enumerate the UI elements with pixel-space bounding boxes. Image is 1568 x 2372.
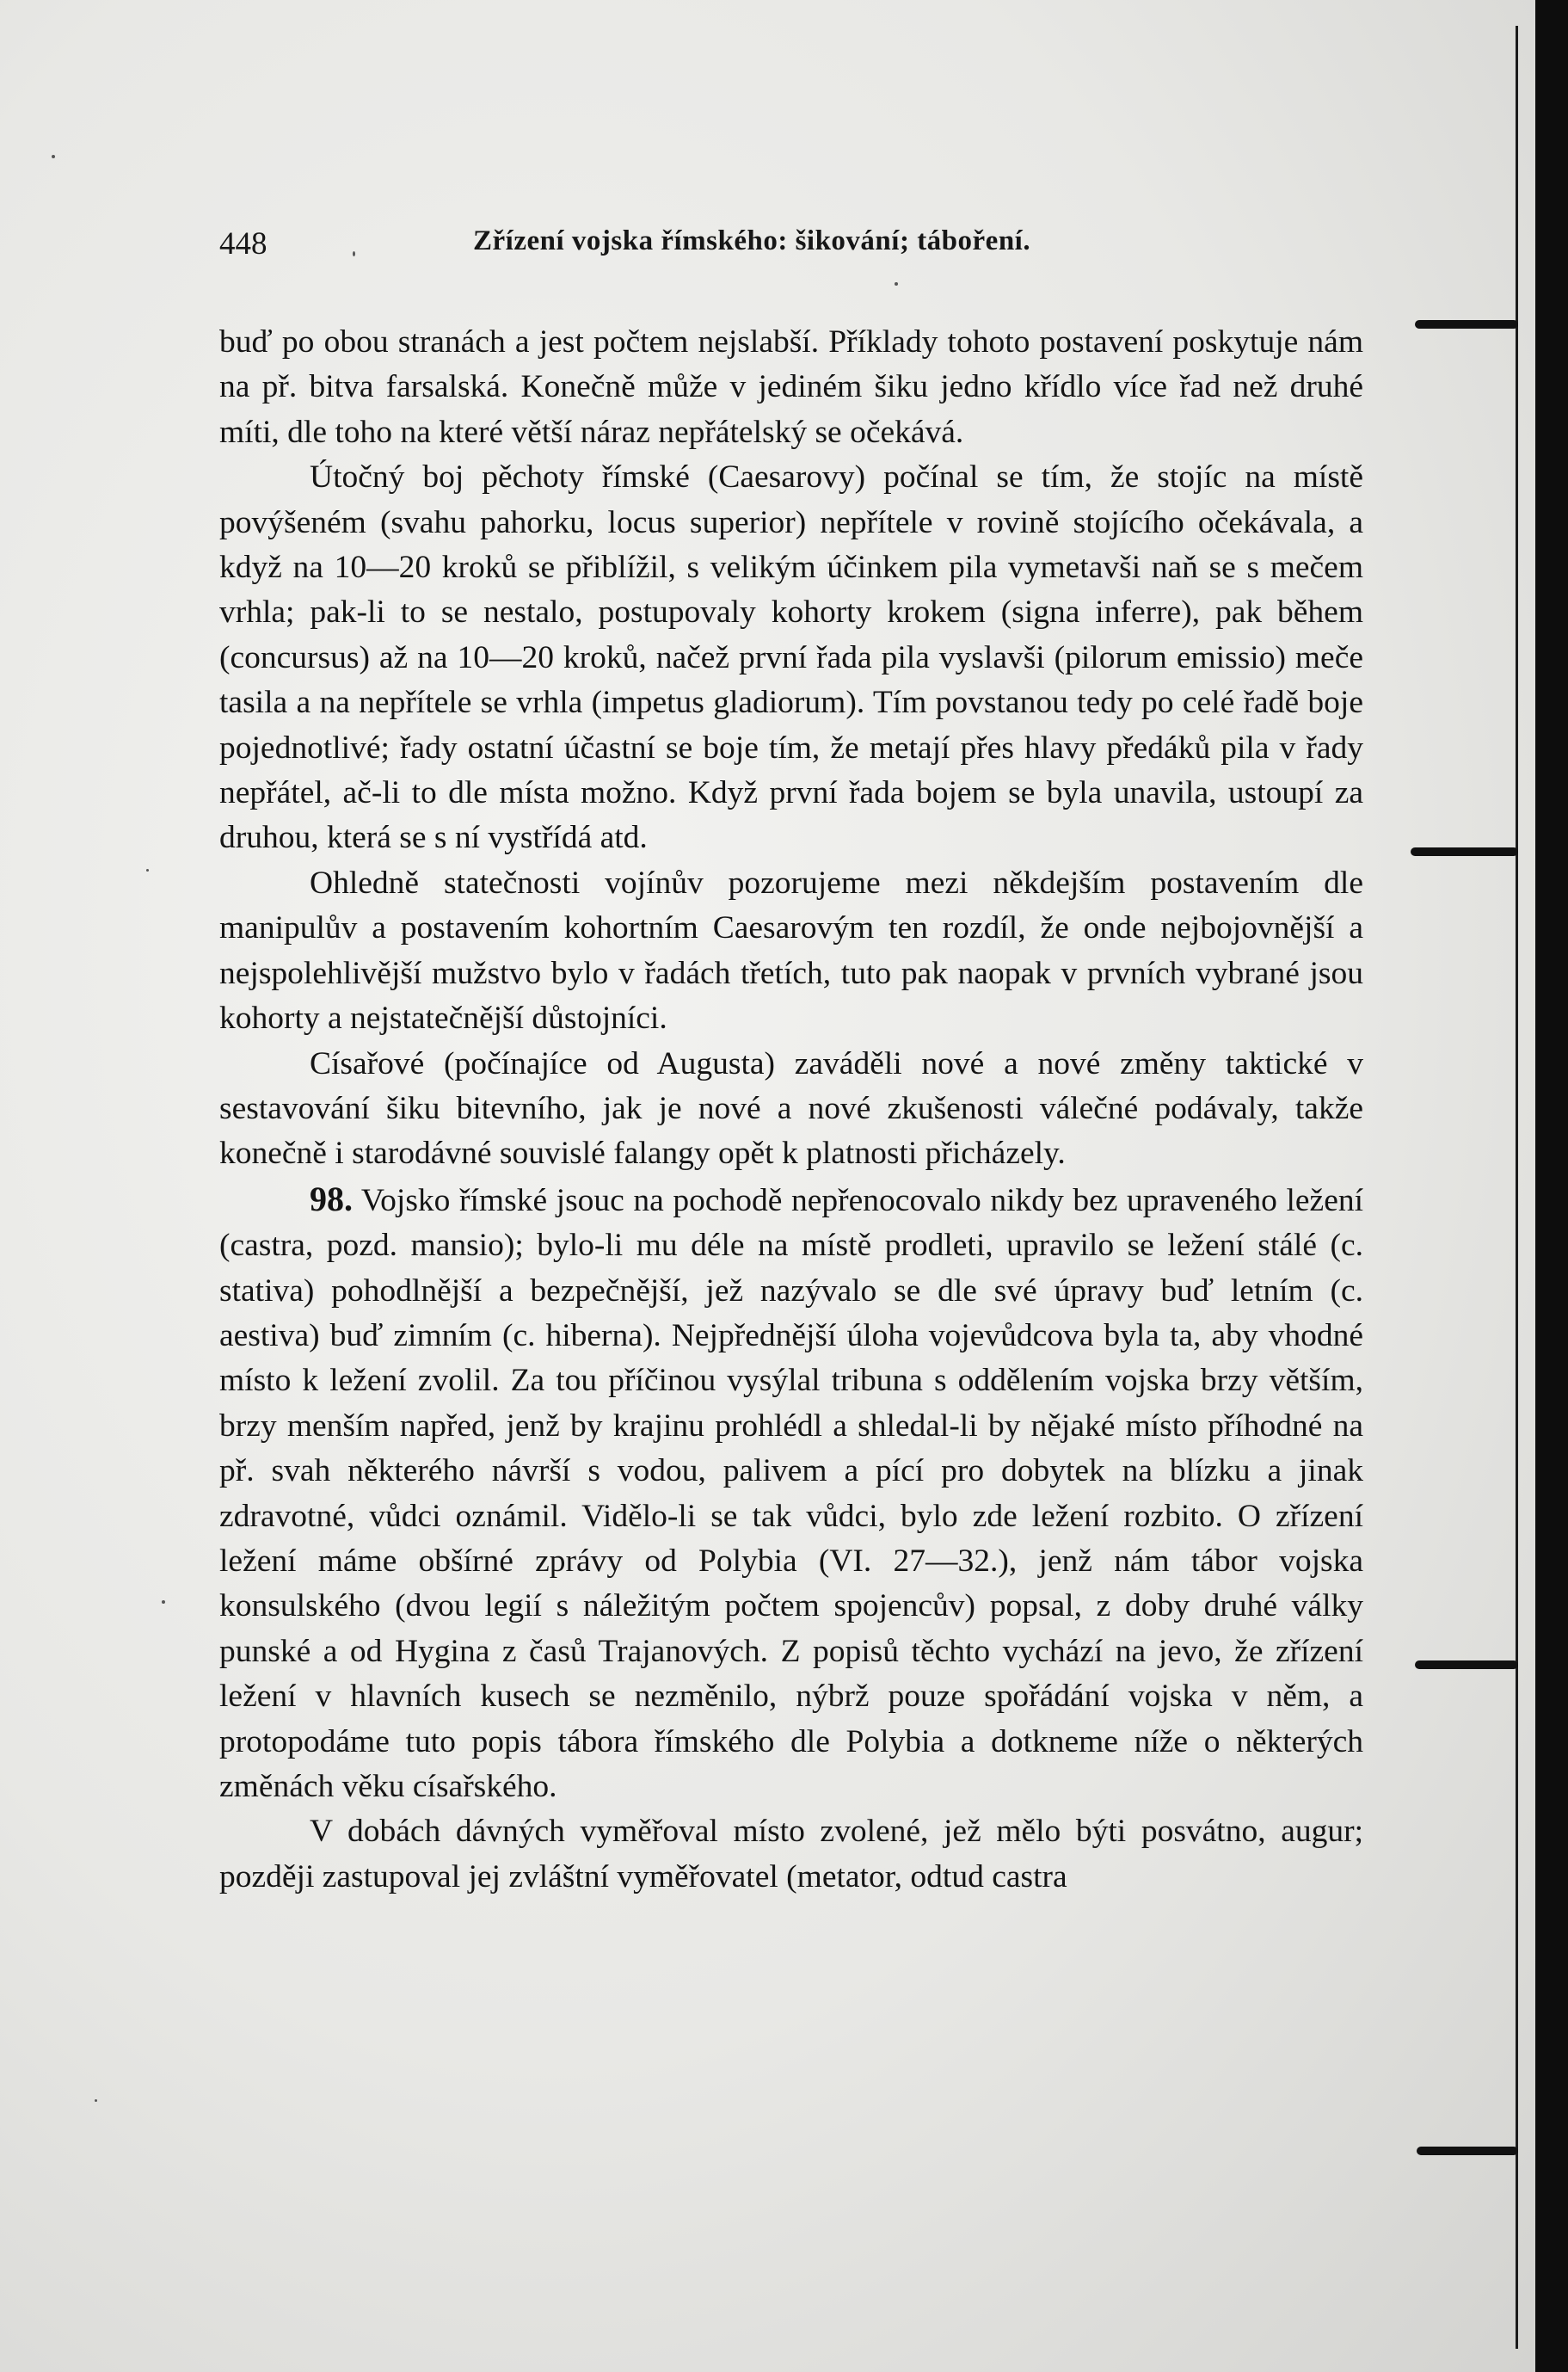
paragraph (219, 455, 1363, 861)
paragraph-text: Císařové (počínajíce od Augusta) zaváděli nové a nové změny taktické v sestavování šiku bitevního, jak je nové a nové zkušenosti válečné podávaly, takže konečně i starodávné souvislé falangy opět k platnosti přicházely. (219, 1045, 1363, 1172)
paragraph-text: buď po obou stranách a jest počtem nejslabší. Příklady tohoto postavení poskytuje nám na př. bitva farsalská. Konečně může v jediném šiku jedno křídlo více řad než druhé míti, dle toho na které větší náraz nepřátelský se očekává. (219, 324, 1363, 450)
binding-thread (1415, 320, 1518, 329)
binding-thread (1415, 1660, 1518, 1669)
paragraph (219, 1809, 1363, 1900)
paragraph (219, 1177, 1363, 1810)
running-title: Zřízení vojska římského: šikování; táboření. (473, 225, 1031, 256)
binding-edge-line (1516, 26, 1518, 2349)
paragraph (219, 1042, 1363, 1177)
paper-speck (895, 282, 898, 286)
paragraph-text: V dobách dávných vyměřoval místo zvolené, jež mělo býti posvátno, augur; později zastupoval jej zvláštní vyměřovatel (metator, odtud castra (219, 1814, 1363, 1895)
binding-thread (1411, 847, 1518, 856)
paragraph-text: Útočný boj pěchoty římské (Caesarovy) počínal se tím, že stojíc na místě povýšeném (svahu pahorku, locus superior) nepřítele v rovině stojícího očekávala, a když na 10—20 kroků se přiblížil, s velikým účinkem pila vymetavši naň se s mečem vrhla; pak-li to se nestalo, postupovaly kohorty krokem (signa inferre), pak během (concursus) až na 10—20 kroků, načež první řada pila vyslavši (pilorum emissio) meče tasila a na nepřítele se vrhla (impetus gladiorum). Tím povstanou tedy po celé řadě boje pojednotlivé; řady ostatní účastní se boje tím, že metají přes hlavy předáků pila v řady nepřátel, ač-li to dle místa možno. Když první řada bojem se byla unavila, ustoupí za druhou, která se s ní vystřídá atd. (219, 459, 1363, 856)
section-number: 98. (310, 1179, 353, 1218)
paragraph-text: Vojsko římské jsouc na pochodě nepřenocovalo nikdy bez upraveného ležení (castra, pozd. mansio); bylo-li mu déle na místě prodleti, upravilo se ležení stálé (c. stativa) pohodlnější a bezpečnější, jež nazývalo se dle své úpravy buď letním (c. aestiva) buď zimním (c. hiberna). Nejpřednější úloha vojevůdcova byla ta, aby vhodné místo k ležení zvolil. Za tou příčinou vysýlal tribuna s oddělením vojska brzy větším, brzy menším napřed, jenž by krajinu prohlédl a shledal-li by nějaké místo příhodné na př. svah některého návrší s vodou, palivem a pící pro dobytek na blízku a jinak zdravotné, vůdci oznámil. Vidělo-li se tak vůdci, bylo zde ležení rozbito. O zřízení ležení máme obšírné zprávy od Polybia (VI. 27—32.), jenž nám tábor vojska konsulského (dvou legií s náležitým počtem spojencův) popsal, z doby druhé války punské a od Hygina z časů Trajanových. Z popisů těchto vychází na jevo, že zřízení ležení v hlavních kusech se nezměnilo, nýbrž pouze spořádání vojska v něm, a protopodáme tuto popis tábora římského dle Polybia a dotkneme níže o některých změnách věku císařského. (219, 1182, 1363, 1804)
binding-spine (1535, 0, 1568, 2372)
paper-speck (95, 2099, 97, 2102)
page-number: 448 (219, 226, 267, 262)
paper-speck (162, 1600, 165, 1604)
paragraph-text: Ohledně statečnosti vojínův pozorujeme mezi někdejším postavením dle manipulův a postavením kohortním Caesarovým ten rozdíl, že onde nejbojovnější a nejspolehlivější mužstvo bylo v řadách třetích, tuto pak naopak v prvních vybrané jsou kohorty a nejstatečnější důstojníci. (219, 865, 1363, 1037)
page-header (219, 225, 1363, 277)
binding-thread (1417, 2147, 1518, 2155)
paragraph (219, 320, 1363, 455)
paragraph (219, 861, 1363, 1042)
paper-speck (52, 155, 55, 158)
body-text (219, 320, 1363, 2153)
paper-speck (146, 869, 149, 872)
